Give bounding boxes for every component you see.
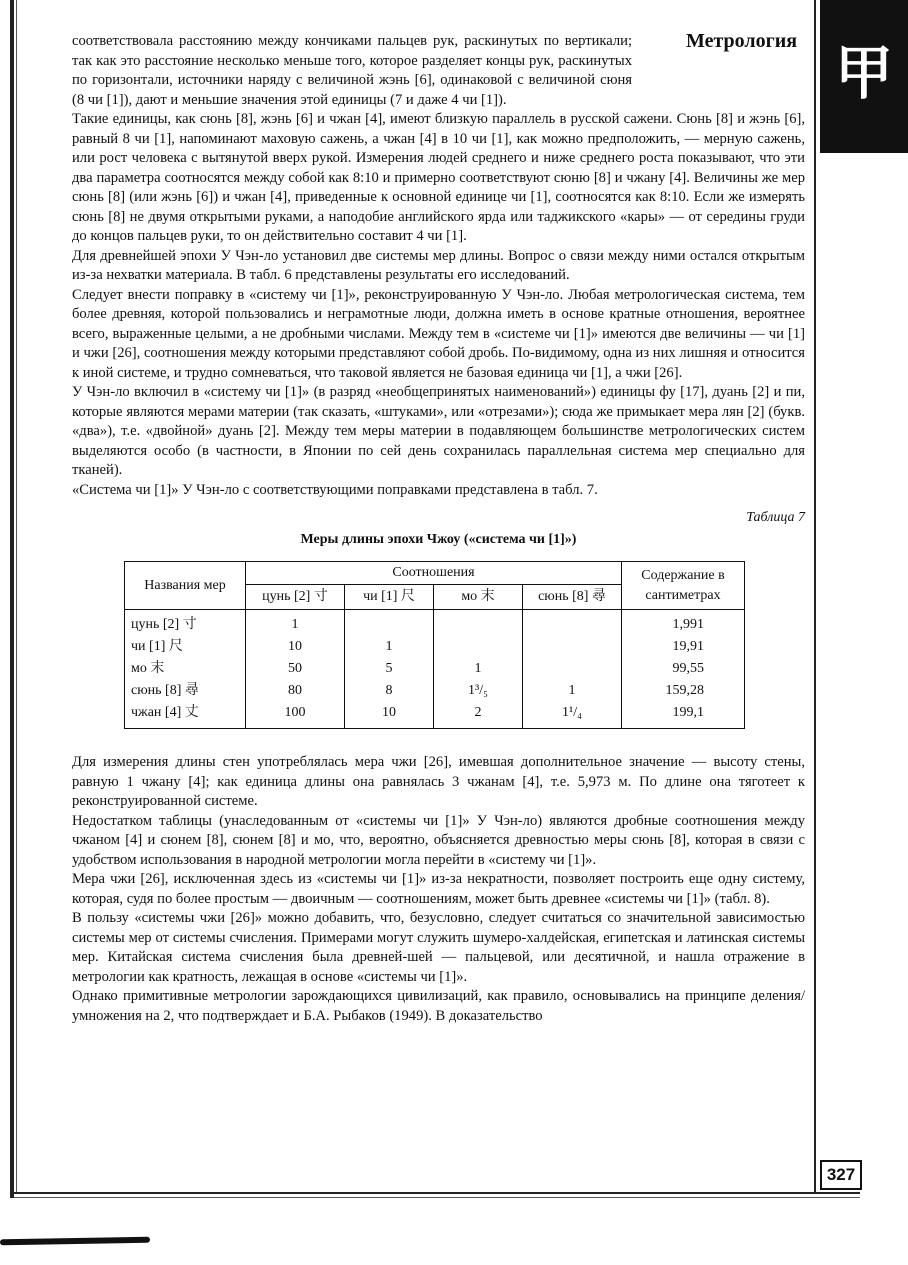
section-tab [820, 0, 908, 153]
subheader-chi: чи [1] 尺 [345, 585, 434, 610]
table-cell: 10 [246, 636, 345, 658]
paragraph: соответствовала расстоянию между кончиками пальцев рук, раскинутых по вертикали; так как это расстояние несколько меньше того, которое разделяет концы рук, раскинутых по горизонтали, источники наряду с величиной жэнь [6], одинаковой с величиной сюня (8 чи [1]), дают и меньшие значения этой единицы (7 и даже 4 чи [1]). [72, 33, 632, 108]
paragraph: У Чэн-ло включил в «систему чи [1]» (в разряд «необщепринятых наименований») единицы фу [17], дуань [2] и пи, которые являются мерами материи (так сказать, «штуками», или «отрезами»); сюда же примыкает мера лян [2] (букв. «два»), т.е. «двойной» дуань [2]. Между тем меры материи в подавляющем большинстве метрологических систем выделяются особо (в частности, в Японии по сей день сохранилась параллельная система мер специально для тканей). [72, 384, 805, 478]
measures-table [124, 561, 745, 729]
table-cell: 5 [345, 658, 434, 680]
table-cell [434, 636, 523, 658]
page-number: 327 [820, 1160, 862, 1190]
paragraph: Мера чжи [26], исключенная здесь из «системы чи [1]» из-за некратности, позволяет построить еще одну систему, которая, судя по более простым — двоичным — соотношениям, может быть древнее «системы чи [1]» (табл. 8). [72, 871, 805, 907]
table-cell: 1 [434, 658, 523, 680]
page-frame-left-inner [16, 0, 17, 1194]
page-frame-bottom-inner [14, 1197, 860, 1198]
paragraph: Однако примитивные метрологии зарождающихся цивилизаций, как правило, основывались на принципе деления/умножения на 2, что подтверждает и Б.А. Рыбаков (1949). В доказательство [72, 988, 805, 1024]
table-cell [523, 610, 622, 637]
paragraph: «Система чи [1]» У Чэн-ло с соответствующими поправками представлена в табл. 7. [72, 481, 598, 498]
table-row [125, 680, 745, 702]
paragraph: Такие единицы, как сюнь [8], жэнь [6] и чжан [4], имеют близкую параллель в русской сажени. Сюнь [8] и жэнь [6], равный 8 чи [1], напоминают маховую сажень, а чжан [4] в 10 чи [1], как можно предположить, — мерную сажень, или рост человека с вытянутой вверх рукой. Измерения людей среднего и ниже среднего роста показывают, что эти два параметра соотносятся между собой как 8:10 и примерно соответствуют сюню [8] и чжану [4]. Величины же мер сюнь [8] (или жэнь [6]) и чжан [4], приведенные к основной единице чи [1], соотносятся как 8:10. Если же измерять сюнь [8] не двумя открытыми руками, а наподобие английского ярда или таджикского «кары» — от середины груди до концов пальцев руки, то он действительно составит 4 чи [1]. [72, 111, 805, 244]
table-cell-cm: 159,28 [622, 680, 745, 702]
table-cell: 2 [434, 702, 523, 729]
header-content: Содержание в сантиметрах [622, 562, 745, 610]
running-head: Метрология [686, 30, 798, 52]
subheader-syun: сюнь [8] 尋 [523, 585, 622, 610]
paragraph: Для древнейшей эпохи У Чэн-ло установил две системы мер длины. Вопрос о связи между ними остался открытым из-за нехватки материала. В табл. 6 представлены результаты его исследований. [72, 247, 805, 283]
table-row [125, 636, 745, 658]
subheader-mo: мо 末 [434, 585, 523, 610]
page-frame-bottom [10, 1192, 860, 1194]
row-name: мо 末 [125, 658, 246, 680]
table-cell: 10 [345, 702, 434, 729]
table-cell: 50 [246, 658, 345, 680]
table-cell: 1 [345, 636, 434, 658]
table-caption: Таблица 7 [746, 510, 805, 525]
row-name: чи [1] 尺 [125, 636, 246, 658]
paragraph: Для измерения длины стен употреблялась мера чжи [26], имевшая дополнительное значение — высоту стены, равную 1 чжану [4]; как единица длины она равнялась 3 чжанам [4], т.е. 5,973 м. По длине она тяготеет к реконструированной системе. [72, 754, 805, 809]
paragraph: Следует внести поправку в «систему чи [1]», реконструированную У Чэн-ло. Любая метрологическая система, тем более древняя, которой пользовались и неграмотные люди, должна иметь в основе кратные отношения, вероятнее всего, выраженные целыми, а не дробными числами. Между тем в «системе чи [1]» имеются две величины — чи [1] и чжи [26], соотношения между которыми представляют собой дробь. По-видимому, одна из них лишняя и относится к иной системе, и трудно сомневаться, что таковой является не базовая единица чи [1], а чжи [26]. [72, 286, 805, 381]
scan-smudge [0, 1237, 150, 1246]
table-cell: 8 [345, 680, 434, 702]
table-cell [345, 610, 434, 637]
page-body [72, 32, 805, 1026]
table-cell: 1 [246, 610, 345, 637]
header-ratios: Соотношения [246, 562, 622, 585]
page-frame-right [814, 0, 816, 1194]
table-cell: 80 [246, 680, 345, 702]
table-cell: 1 [523, 680, 622, 702]
table-cell: 1¹/₄ [523, 702, 622, 729]
table-row [125, 658, 745, 680]
table-cell [523, 636, 622, 658]
paragraph: В пользу «системы чжи [26]» можно добавить, что, безусловно, следует считаться со значительной зависимостью системы мер от системы счисления. Примерами могут служить шумеро-халдейская, египетская и латинская системы мер. Китайская система счисления была древней-шей — пальцевой, или десятичной, и нашла отражение в метрологии как кратность, лежащая в основе «системы чи [1]». [72, 910, 805, 985]
table-cell: 100 [246, 702, 345, 729]
table-cell-cm: 1,991 [622, 610, 745, 637]
paragraph: Недостатком таблицы (унаследованным от «системы чи [1]» У Чэн-ло) являются дробные соотношения между чжаном [4] и сюнем [8], сюнем [8] и мо, что, вероятно, объясняется древностью меры сюнь [8], которая в связи с удобством использования в народной метрологии могла перейти в «систему чи [1]». [72, 812, 805, 868]
table-cell [523, 658, 622, 680]
table-cell-cm: 199,1 [622, 702, 745, 729]
table-title: Меры длины эпохи Чжоу («система чи [1]») [300, 531, 577, 547]
page-frame-left [10, 0, 14, 1198]
subheader-cun: цунь [2] 寸 [246, 585, 345, 610]
section-tab-glyph: 甲 [834, 38, 893, 107]
table-cell-cm: 19,91 [622, 636, 745, 658]
header-names: Названия мер [125, 562, 246, 610]
table-cell-cm: 99,55 [622, 658, 745, 680]
table-row [125, 610, 745, 637]
table-cell: 1³/₅ [434, 680, 523, 702]
table-cell [434, 610, 523, 637]
table-row [125, 702, 745, 729]
row-name: цунь [2] 寸 [125, 610, 246, 637]
row-name: чжан [4] 丈 [125, 702, 246, 729]
row-name: сюнь [8] 尋 [125, 680, 246, 702]
